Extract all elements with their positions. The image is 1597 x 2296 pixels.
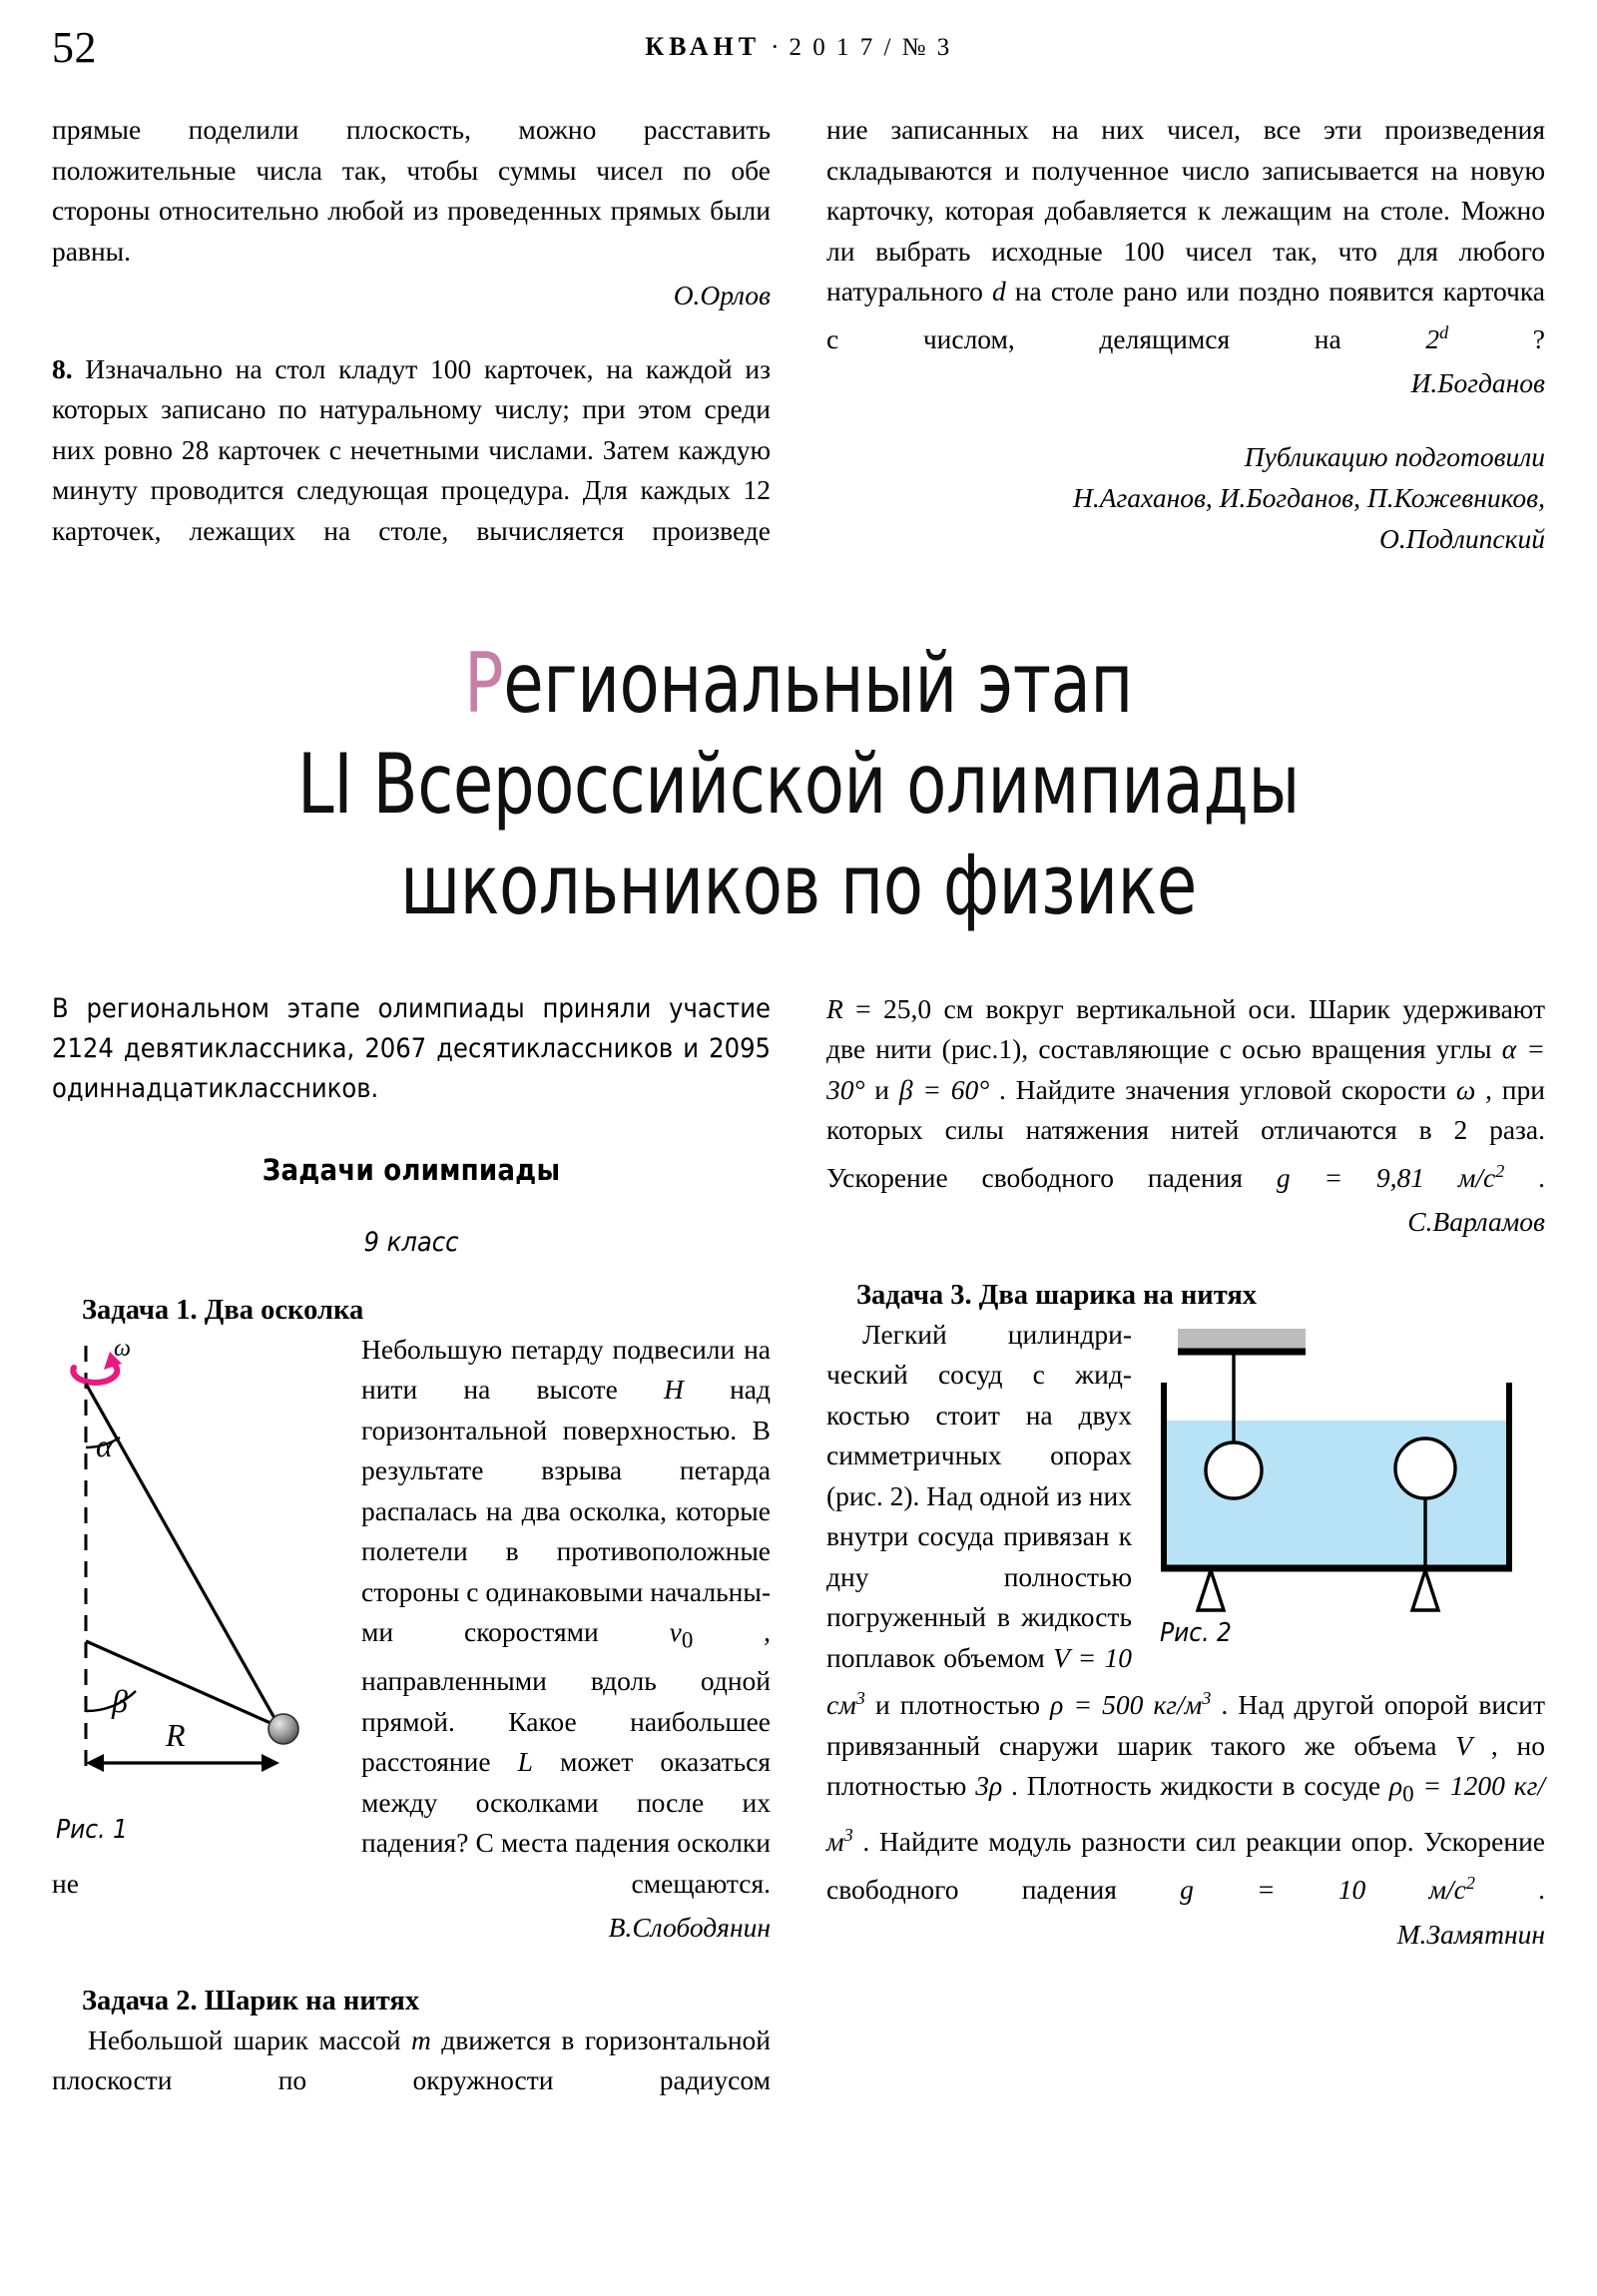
figure-2 — [1154, 1321, 1545, 1650]
liquid-fill — [1164, 1421, 1509, 1568]
task-3-text-f: . Найдите модуль разности сил реакции опор. Ускорение свободного падения — [826, 1826, 1545, 1906]
label-omega: ω — [114, 1335, 131, 1362]
figure-2-svg — [1154, 1321, 1545, 1612]
density-unit-exponent: 3 — [1202, 1688, 1212, 1709]
task-2-cont-c: и — [864, 1073, 899, 1105]
omega-symbol: ω — [1455, 1073, 1476, 1105]
task-3-text-e: . Плотность жидкости в сосуде — [1002, 1770, 1389, 1802]
signature-varlamov: С.Варламов — [1407, 1206, 1545, 1238]
journal-name: КВАНТ — [645, 32, 762, 61]
task-2-text — [52, 2020, 771, 2101]
figure-1 — [52, 1335, 337, 1845]
credit-line-2: О.Подлипский — [1379, 522, 1545, 554]
task-1-text-c: , направленными вдоль одной прямой. Какое наибольшее расстояние — [361, 1616, 772, 1778]
signature-slobodyanin: В.Слободянин — [608, 1912, 771, 1944]
density-3rho: 3ρ — [975, 1770, 1003, 1802]
right-support-triangle — [1412, 1570, 1438, 1610]
task-1-text-a: Небольшую петарду подвесили на нити на высоте — [361, 1333, 771, 1406]
radius-arrow-head-left — [86, 1754, 104, 1772]
math-left-column — [52, 110, 771, 559]
right-ball — [1395, 1438, 1455, 1498]
variable-H: H — [664, 1374, 684, 1406]
label-alpha: α — [96, 1427, 113, 1463]
rotating-ball — [268, 1714, 298, 1744]
variable-v0: v — [669, 1616, 682, 1648]
title-line-3: школьников по физике — [400, 836, 1197, 933]
problem-8-cont-b: на столе рано или поздно появится карточка с числом, делящимся на — [826, 276, 1546, 354]
power-tail: ? — [1448, 322, 1545, 354]
power-exponent-d: d — [1439, 321, 1449, 342]
task-2-cont-b: = 25,0 см вокруг вертикальной оси. Шарик удерживают две нити (рис.1), составляющие с осью вращения углы — [826, 992, 1545, 1065]
math-right-column — [826, 110, 1545, 559]
math-continued-paragraph: прямые поделили плоскость, можно расставить положительные числа так, чтобы суммы чисел по обе стороны относительно любой из проведенных прямых были равны. — [52, 114, 771, 267]
volume-unit-exponent: 3 — [855, 1688, 865, 1709]
task-2-continued — [826, 989, 1545, 1199]
signature-zamyatnin: М.Замятнин — [1396, 1918, 1545, 1950]
task-3-heading: Задача 3. Два шарика на нитях — [856, 1279, 1258, 1311]
density-rho0-exponent: 3 — [843, 1825, 853, 1846]
upper-string — [86, 1384, 279, 1727]
journal-issue: 2 0 1 7 / № 3 — [789, 34, 952, 61]
math-section — [52, 110, 1545, 559]
density-rho0-value: = 1200 кг/м — [826, 1770, 1545, 1858]
alpha-equation: α = 30° — [826, 1033, 1545, 1105]
label-radius-R: R — [166, 1716, 186, 1753]
task-1-body-wrap — [52, 1330, 771, 2101]
density-rho0-symbol: ρ — [1388, 1770, 1403, 1802]
physics-right-column — [826, 989, 1545, 2101]
beta-equation: β = 60° — [898, 1073, 990, 1105]
task-2-text-b: движется в горизонтальной плоскости по окружности радиусом — [52, 2023, 771, 2096]
credit-intro: Публикацию подготовили — [1244, 440, 1545, 472]
left-support-triangle — [1198, 1570, 1224, 1610]
volume-equation: V = 10 см — [826, 1641, 1132, 1721]
variable-V: V — [1455, 1729, 1473, 1761]
task-3-text-c: . Над другой опорой висит привязанный снаружи шарик такого же объема — [826, 1689, 1545, 1761]
journal-separator: · — [771, 34, 780, 61]
math-problem-8 — [52, 349, 771, 552]
figure-1-svg — [52, 1340, 337, 1809]
publication-credit — [826, 436, 1545, 559]
figure-1-float — [52, 1335, 337, 1845]
math-problem-8-continued — [826, 110, 1545, 359]
task-2-text-a: Небольшой шарик массой — [88, 2023, 412, 2055]
journal-issue-line — [52, 32, 1545, 62]
olympiad-intro: В региональном этапе олимпиады приняли участие 2124 девятиклассника, 2067 десятиклассников и 2095 одиннадцатиклассников. — [52, 992, 771, 1104]
task-3-text-d: , но плотностью — [826, 1729, 1545, 1802]
problem-number: 8. — [52, 352, 73, 384]
ceiling-bar-fill — [1178, 1329, 1306, 1351]
task-3-text-a: Легкий цилиндрический сосуд с жидкостью стоит на двух симметричных опорах (рис. 2). Над одной из них внутри сосуда привязан к дну полностью погруженный в жидкость поплавок объемом — [826, 1318, 1132, 1673]
density-equation: ρ = 500 кг/м — [1050, 1689, 1203, 1721]
physics-section — [52, 989, 1545, 2101]
variable-d: d — [991, 276, 1006, 306]
title-line-1-rest: егиональный этап — [503, 634, 1133, 732]
gravity-unit-exponent-2: 2 — [1465, 1873, 1475, 1894]
figure-2-float — [1154, 1321, 1545, 1650]
radius-arrow-head-right — [262, 1754, 279, 1772]
task-2-heading-line-1: Задача 2. Шарик на ни — [82, 1985, 376, 2016]
task-3-body-wrap — [826, 1315, 1545, 1955]
section-heading-tasks: Задачи олимпиады — [262, 1152, 561, 1187]
signature-orlov: О.Орлов — [673, 280, 771, 310]
variable-v0-subscript: 0 — [681, 1627, 694, 1653]
variable-m: m — [411, 2023, 431, 2055]
task-1-text-d: может оказаться между осколками после их падения? С места падения осколки не смещаются. — [52, 1746, 771, 1899]
title-line-2: LI Всероссийской олимпиады — [297, 735, 1300, 833]
problem-8-text: Изначально на стол кладут 100 карточек, на каждой из которых записано по натуральному числу; при этом среди них ровно 28 карточек с нечетными числами. Затем каждую минуту проводится следующая процедура. Для каждых 12 карточек, лежащих на столе, вычисляется произведе — [52, 352, 771, 546]
grade-label: 9 класс — [363, 1226, 459, 1258]
task-2-heading-line-2: тях — [375, 1985, 420, 2016]
task-2-cont-d: . Найдите значения угловой скорости — [989, 1073, 1456, 1105]
task-1-heading: Задача 1. Два осколка — [82, 1294, 364, 1326]
power-base-2: 2 — [1425, 322, 1440, 354]
article-title — [142, 633, 1455, 935]
figure-1-caption: Рис. 1 — [56, 1814, 128, 1845]
running-head — [52, 0, 1545, 86]
variable-L: L — [517, 1746, 533, 1778]
title-line-1 — [142, 633, 1455, 734]
physics-left-column — [52, 989, 771, 2101]
task-2-cont-f: . — [1504, 1161, 1546, 1193]
problem-8-cont-a: ние записанных на них чисел, все эти произведения складываются и полученное число записывается на новую карточку, которая добавляется к лежащим на столе. Можно ли выбрать исходные 100 чисел так, что для любого натурального — [826, 114, 1545, 306]
page-number: 52 — [52, 23, 97, 72]
credit-line-1: Н.Агаханов, И.Богданов, П.Кожевников, — [1072, 481, 1545, 513]
gravity-unit-exponent: 2 — [1495, 1160, 1505, 1181]
variable-R: R — [826, 992, 843, 1024]
figure-2-caption: Рис. 2 — [1160, 1617, 1232, 1648]
title-drop-cap: Р — [464, 634, 504, 732]
gravity-equation-2: g = 10 м/с — [1180, 1874, 1466, 1906]
task-3-text-b: и плотностью — [864, 1689, 1051, 1721]
gravity-equation: g = 9,81 м/с — [1276, 1161, 1496, 1193]
task-3-text-g: . — [1474, 1874, 1545, 1906]
task-2-heading — [52, 1983, 771, 2020]
signature-bogdanov: И.Богданов — [1410, 367, 1545, 399]
angle-beta-arc — [86, 1691, 136, 1711]
task-2-cont-e: , при которых силы натяжения нитей отличаются в 2 раза. Ускорение свободного падения — [826, 1073, 1545, 1193]
label-beta: β — [112, 1682, 128, 1719]
density-rho0-subscript: 0 — [1402, 1781, 1414, 1807]
left-ball — [1206, 1442, 1262, 1498]
task-1-text-b: над горизонтальной поверхностью. В результате взрыва петарда распалась на два осколка, которые полетели в противоположные стороны с одинаковыми начальными скоростями — [361, 1374, 771, 1648]
